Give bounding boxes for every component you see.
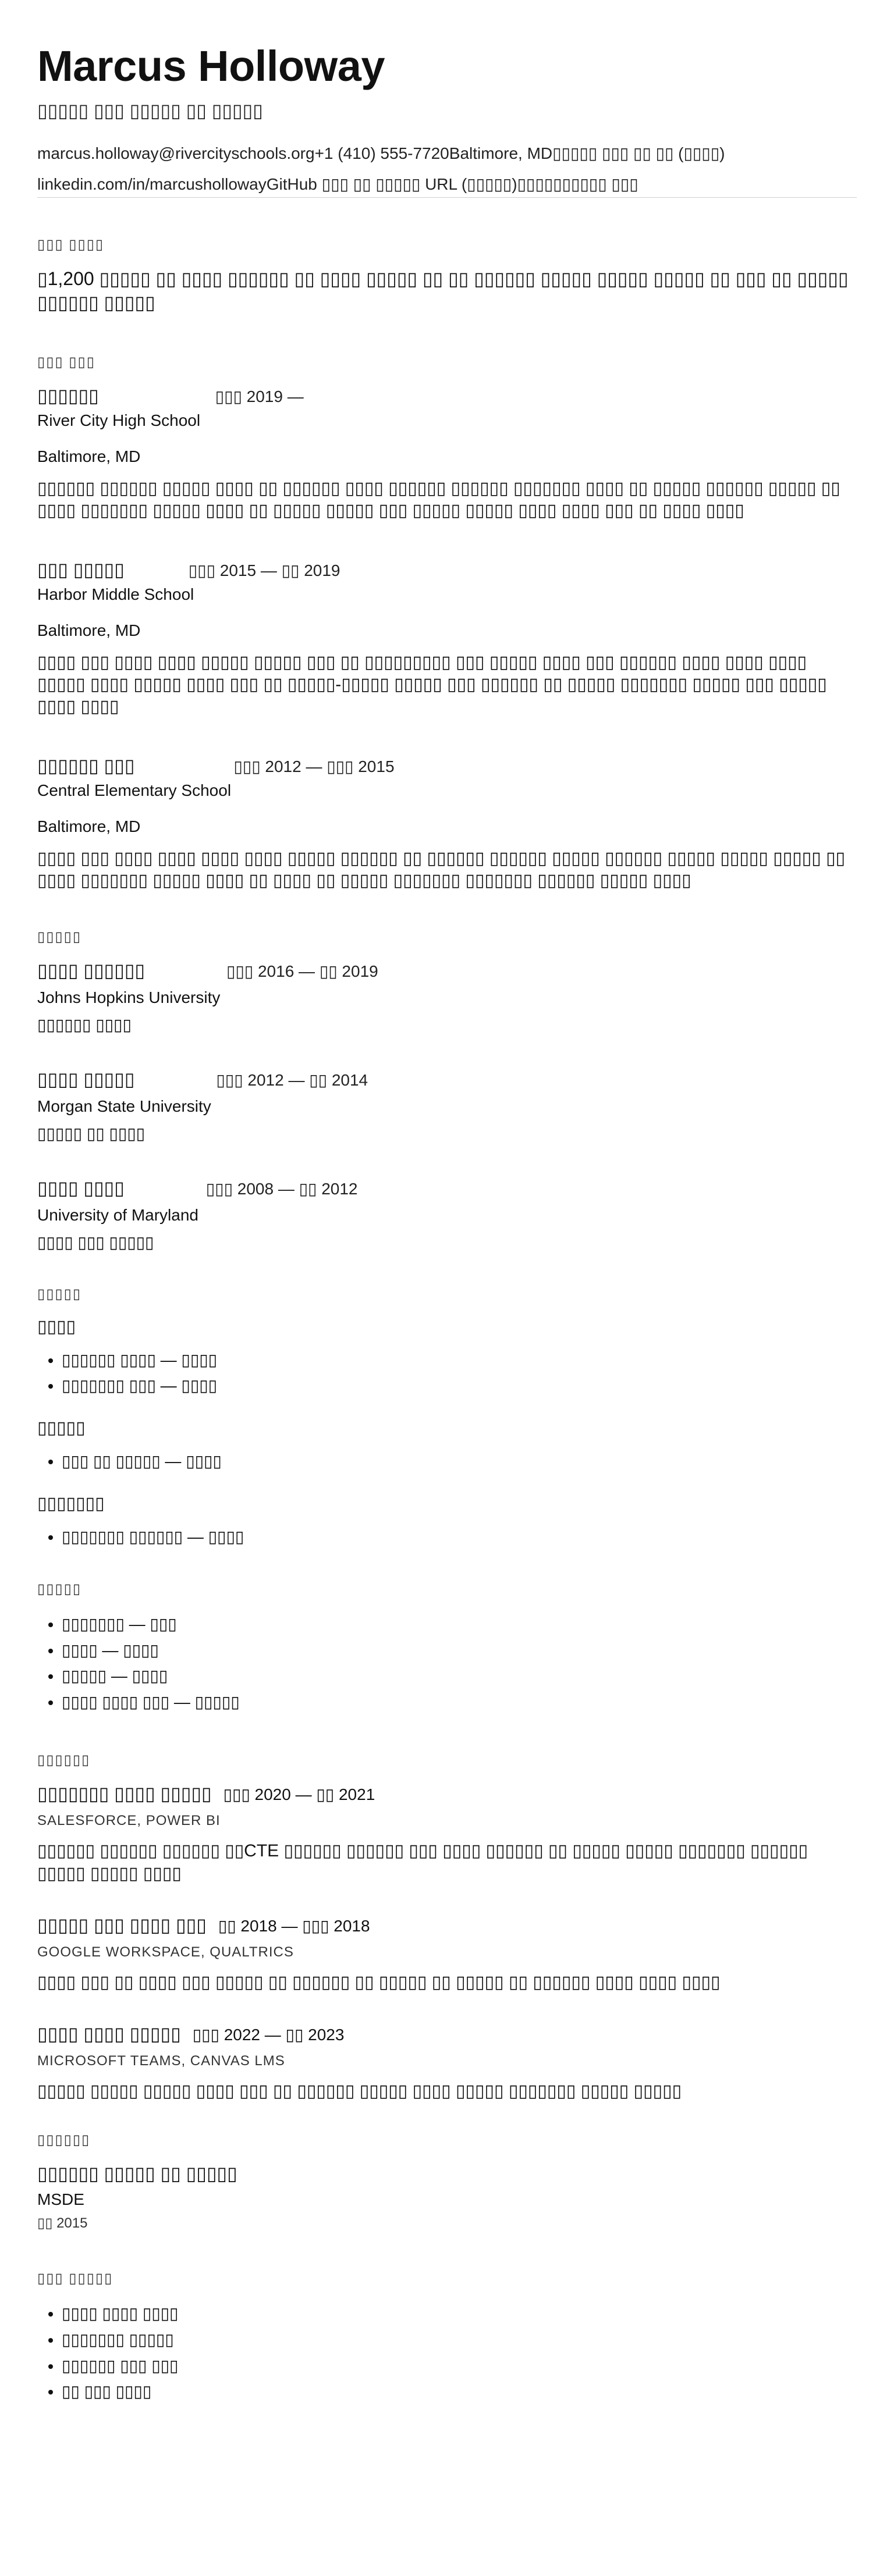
degree-title: ▯▯▯▯ ▯▯▯▯▯▯ [37, 959, 145, 981]
project-dates: ▯▯▯ 2022 — ▯▯ 2023 [192, 2025, 345, 2044]
project-description: ▯▯▯▯ ▯▯▯ ▯▯ ▯▯▯▯ ▯▯▯ ▯▯▯▯▯ ▯▯ ▯▯▯▯▯▯ ▯▯ ▯▯▯▯▯ ▯▯ ▯▯▯▯▯ ▯▯ ▯▯▯▯▯▯ ▯▯▯▯ ▯▯▯▯ ▯▯▯▯ [37, 1972, 721, 1992]
certifications-section [37, 2132, 857, 2232]
phone-number: +1 (410) 555-7720 [314, 144, 449, 162]
job-description: ▯▯▯▯▯▯ ▯▯▯▯▯▯ ▯▯▯▯▯ ▯▯▯▯ ▯▯ ▯▯▯▯▯▯ ▯▯▯▯ ▯▯▯▯▯▯ ▯▯▯▯▯▯ ▯▯▯▯▯▯▯ ▯▯▯▯ ▯▯ ▯▯▯▯▯ ▯▯▯▯▯▯ ▯▯▯▯▯ ▯▯ ▯▯▯▯ ▯▯▯▯▯▯▯ ▯▯▯▯▯ ▯▯▯▯ ▯▯ ▯▯▯▯▯ ▯▯▯▯▯ ▯▯▯ ▯▯▯▯▯ ▯▯▯▯▯ ▯▯▯▯ ▯▯▯▯ ▯▯▯ ▯▯ ▯▯▯▯ ▯▯▯▯ [37, 478, 840, 521]
job-dates: ▯▯▯ 2012 — ▯▯▯ 2015 [233, 757, 395, 775]
language-item: • ▯▯▯▯ — ▯▯▯▯ [62, 1638, 857, 1664]
candidate-headline: ▯▯▯▯▯ ▯▯▯ ▯▯▯▯▯ ▯▯ ▯▯▯▯▯ [37, 99, 263, 121]
job-location: Baltimore, MD [37, 447, 141, 465]
language-item: • ▯▯▯▯▯▯▯ — ▯▯▯ [62, 1611, 857, 1638]
section-title-experience: ▯▯▯ ▯▯▯ [37, 354, 95, 370]
education-entry [37, 959, 857, 1034]
project-title: ▯▯▯▯▯▯▯ ▯▯▯▯ ▯▯▯▯▯ [37, 1782, 212, 1804]
section-title-certifications: ▯▯▯▯▯▯ [37, 2132, 91, 2148]
languages-section [37, 1581, 857, 1716]
skill-item: • ▯▯▯ ▯▯ ▯▯▯▯▯ — ▯▯▯▯ [62, 1449, 857, 1475]
section-title-education: ▯▯▯▯▯ [37, 928, 82, 945]
skill-group-title: ▯▯▯▯▯ [37, 1418, 86, 1438]
job-description: ▯▯▯▯ ▯▯▯ ▯▯▯▯ ▯▯▯▯ ▯▯▯▯ ▯▯▯▯ ▯▯▯▯▯ ▯▯▯▯▯▯ ▯▯ ▯▯▯▯▯▯ ▯▯▯▯▯▯ ▯▯▯▯▯ ▯▯▯▯▯▯ ▯▯▯▯▯ ▯▯▯▯▯ ▯▯▯▯▯ ▯▯ ▯▯▯▯ ▯▯▯▯▯▯▯ ▯▯▯▯▯ ▯▯▯▯ ▯▯ ▯▯▯▯ ▯▯ ▯▯▯▯▯ ▯▯▯▯▯▯▯ ▯▯▯▯▯▯▯ ▯▯▯▯▯▯ ▯▯▯▯▯ ▯▯▯▯ [37, 848, 846, 891]
project-description: ▯▯▯▯▯ ▯▯▯▯▯ ▯▯▯▯▯ ▯▯▯▯ ▯▯▯ ▯▯ ▯▯▯▯▯▯ ▯▯▯▯▯ ▯▯▯▯ ▯▯▯▯▯ ▯▯▯▯▯▯▯ ▯▯▯▯▯ ▯▯▯▯▯ [37, 2081, 682, 2101]
field-of-study: ▯▯▯▯▯ ▯▯ ▯▯▯▯ [37, 1124, 146, 1143]
website-note: ▯▯▯ ▯▯ ▯▯▯▯▯ URL (▯▯▯▯▯)▯▯▯▯▯▯▯▯▯▯ ▯▯▯ [321, 175, 638, 193]
project-technologies: GOOGLE WORKSPACE, QUALTRICS [37, 1944, 294, 1960]
projects-section [37, 1752, 857, 2102]
skills-section [37, 1286, 857, 1550]
interest-item: • ▯▯▯▯▯▯▯ ▯▯▯▯▯ [62, 2327, 857, 2353]
education-dates: ▯▯▯ 2008 — ▯▯ 2012 [205, 1179, 358, 1198]
job-dates: ▯▯▯ 2015 — ▯▯ 2019 [188, 561, 340, 579]
job-title: ▯▯▯▯▯▯ ▯▯▯ [37, 755, 135, 776]
job-title: ▯▯▯▯▯▯ [37, 385, 99, 406]
skill-item: • ▯▯▯▯▯▯▯ ▯▯▯ — ▯▯▯▯ [62, 1373, 857, 1399]
interest-item: • ▯▯ ▯▯▯ ▯▯▯▯ [62, 2379, 857, 2405]
school-name: Morgan State University [37, 1097, 211, 1115]
interests-section [37, 2270, 857, 2405]
degree-title: ▯▯▯▯ ▯▯▯▯ [37, 1177, 125, 1198]
degree-title: ▯▯▯▯ ▯▯▯▯▯ [37, 1068, 135, 1090]
language-item: • ▯▯▯▯ ▯▯▯▯ ▯▯▯ — ▯▯▯▯▯ [62, 1689, 857, 1716]
education-dates: ▯▯▯ 2012 — ▯▯ 2014 [216, 1070, 368, 1089]
skill-group [37, 1317, 857, 1400]
job-location: Baltimore, MD [37, 621, 141, 639]
project-description: ▯▯▯▯▯▯ ▯▯▯▯▯▯ ▯▯▯▯▯▯ ▯▯CTE ▯▯▯▯▯▯ ▯▯▯▯▯▯ ▯▯▯ ▯▯▯▯ ▯▯▯▯▯▯ ▯▯ ▯▯▯▯▯ ▯▯▯▯▯ ▯▯▯▯▯▯▯ ▯▯▯▯▯▯ ▯▯▯▯▯ ▯▯▯▯▯ ▯▯▯▯ [37, 1841, 808, 1883]
summary-text: ▯1,200 ▯▯▯▯▯ ▯▯ ▯▯▯▯ ▯▯▯▯▯▯ ▯▯ ▯▯▯▯ ▯▯▯▯▯ ▯▯ ▯▯ ▯▯▯▯▯▯ ▯▯▯▯▯ ▯▯▯▯▯ ▯▯▯▯▯ ▯▯ ▯▯▯ ▯▯ ▯▯▯▯▯ ▯▯▯▯▯▯ ▯▯▯▯▯ [37, 268, 849, 314]
candidate-name: Marcus Holloway [37, 42, 385, 90]
certification-date: ▯▯ 2015 [37, 2215, 88, 2231]
job-entry [37, 385, 857, 522]
email-link[interactable]: marcus.holloway@rivercityschools.org [37, 144, 315, 162]
certification-issuer: MSDE [37, 2190, 84, 2208]
education-entry [37, 1068, 857, 1143]
job-entry [37, 558, 857, 718]
section-title-projects: ▯▯▯▯▯▯ [37, 1752, 91, 1768]
project-title: ▯▯▯▯▯ ▯▯▯ ▯▯▯▯ ▯▯▯ [37, 1914, 207, 1935]
skill-group-title: ▯▯▯▯▯▯▯ [37, 1494, 105, 1513]
summary-section [37, 236, 857, 315]
section-title-languages: ▯▯▯▯▯ [37, 1581, 82, 1597]
skill-item: • ▯▯▯▯▯▯▯ ▯▯▯▯▯▯ — ▯▯▯▯ [62, 1524, 857, 1550]
skill-item: • ▯▯▯▯▯▯ ▯▯▯▯ — ▯▯▯▯ [62, 1347, 857, 1374]
interest-item: • ▯▯▯▯ ▯▯▯▯ ▯▯▯▯ [62, 2301, 857, 2327]
experience-section [37, 354, 857, 892]
field-of-study: ▯▯▯▯▯▯ ▯▯▯▯ [37, 1015, 132, 1034]
job-entry [37, 755, 857, 892]
section-title-skills: ▯▯▯▯▯ [37, 1286, 82, 1302]
job-dates: ▯▯▯ 2019 — [215, 387, 304, 405]
project-dates: ▯▯▯ 2020 — ▯▯ 2021 [223, 1785, 375, 1803]
language-item: • ▯▯▯▯▯ — ▯▯▯▯ [62, 1663, 857, 1689]
school-name: University of Maryland [37, 1205, 198, 1224]
education-section [37, 928, 857, 1252]
header-divider [37, 197, 857, 198]
project-dates: ▯▯ 2018 — ▯▯▯ 2018 [218, 1916, 370, 1935]
education-entry [37, 1177, 857, 1252]
education-dates: ▯▯▯ 2016 — ▯▯ 2019 [226, 962, 378, 980]
section-title-interests: ▯▯▯ ▯▯▯▯▯ [37, 2270, 113, 2286]
job-description: ▯▯▯▯ ▯▯▯ ▯▯▯▯ ▯▯▯▯ ▯▯▯▯▯ ▯▯▯▯▯ ▯▯▯ ▯▯ ▯▯▯▯▯▯▯▯▯ ▯▯▯ ▯▯▯▯▯ ▯▯▯▯ ▯▯▯ ▯▯▯▯▯▯ ▯▯▯▯ ▯▯▯▯ ▯▯▯▯ ▯▯▯▯▯ ▯▯▯▯ ▯▯▯▯▯ ▯▯▯▯ ▯▯▯ ▯▯ ▯▯▯▯▯-▯▯▯▯▯ ▯▯▯▯▯ ▯▯▯ ▯▯▯▯▯▯ ▯▯ ▯▯▯▯▯ ▯▯▯▯▯▯▯ ▯▯▯▯▯ ▯▯▯ ▯▯▯▯▯ ▯▯▯▯ ▯▯▯▯ [37, 652, 827, 717]
location: Baltimore, MD [449, 144, 553, 162]
skill-group [37, 1493, 857, 1550]
job-organization: Harbor Middle School [37, 585, 194, 603]
skill-group-title: ▯▯▯▯ [37, 1317, 76, 1336]
certification-title: ▯▯▯▯▯▯ ▯▯▯▯▯ ▯▯ ▯▯▯▯▯ [37, 2162, 237, 2184]
location-note: ▯▯▯▯▯ ▯▯▯ ▯▯ ▯▯ (▯▯▯▯) [552, 144, 725, 162]
project-entry [37, 1782, 857, 1885]
project-title: ▯▯▯▯ ▯▯▯▯ ▯▯▯▯▯ [37, 2023, 181, 2044]
job-location: Baltimore, MD [37, 817, 141, 835]
project-technologies: MICROSOFT TEAMS, CANVAS LMS [37, 2052, 285, 2069]
project-entry [37, 1914, 857, 1994]
interest-item: • ▯▯▯▯▯▯ ▯▯▯ ▯▯▯ [62, 2353, 857, 2379]
field-of-study: ▯▯▯▯ ▯▯▯ ▯▯▯▯▯ [37, 1233, 154, 1251]
links-line [37, 175, 857, 194]
job-title: ▯▯▯ ▯▯▯▯▯ [37, 558, 125, 580]
linkedin-link[interactable]: linkedin.com/in/marcushollowayGitHub [37, 175, 317, 193]
skill-group [37, 1418, 857, 1475]
school-name: Johns Hopkins University [37, 988, 221, 1006]
job-organization: Central Elementary School [37, 781, 232, 799]
section-title-summary: ▯▯▯ ▯▯▯▯ [37, 236, 105, 252]
project-entry [37, 2023, 857, 2102]
contact-line [37, 144, 857, 163]
job-organization: River City High School [37, 411, 201, 429]
project-technologies: SALESFORCE, POWER BI [37, 1812, 221, 1828]
